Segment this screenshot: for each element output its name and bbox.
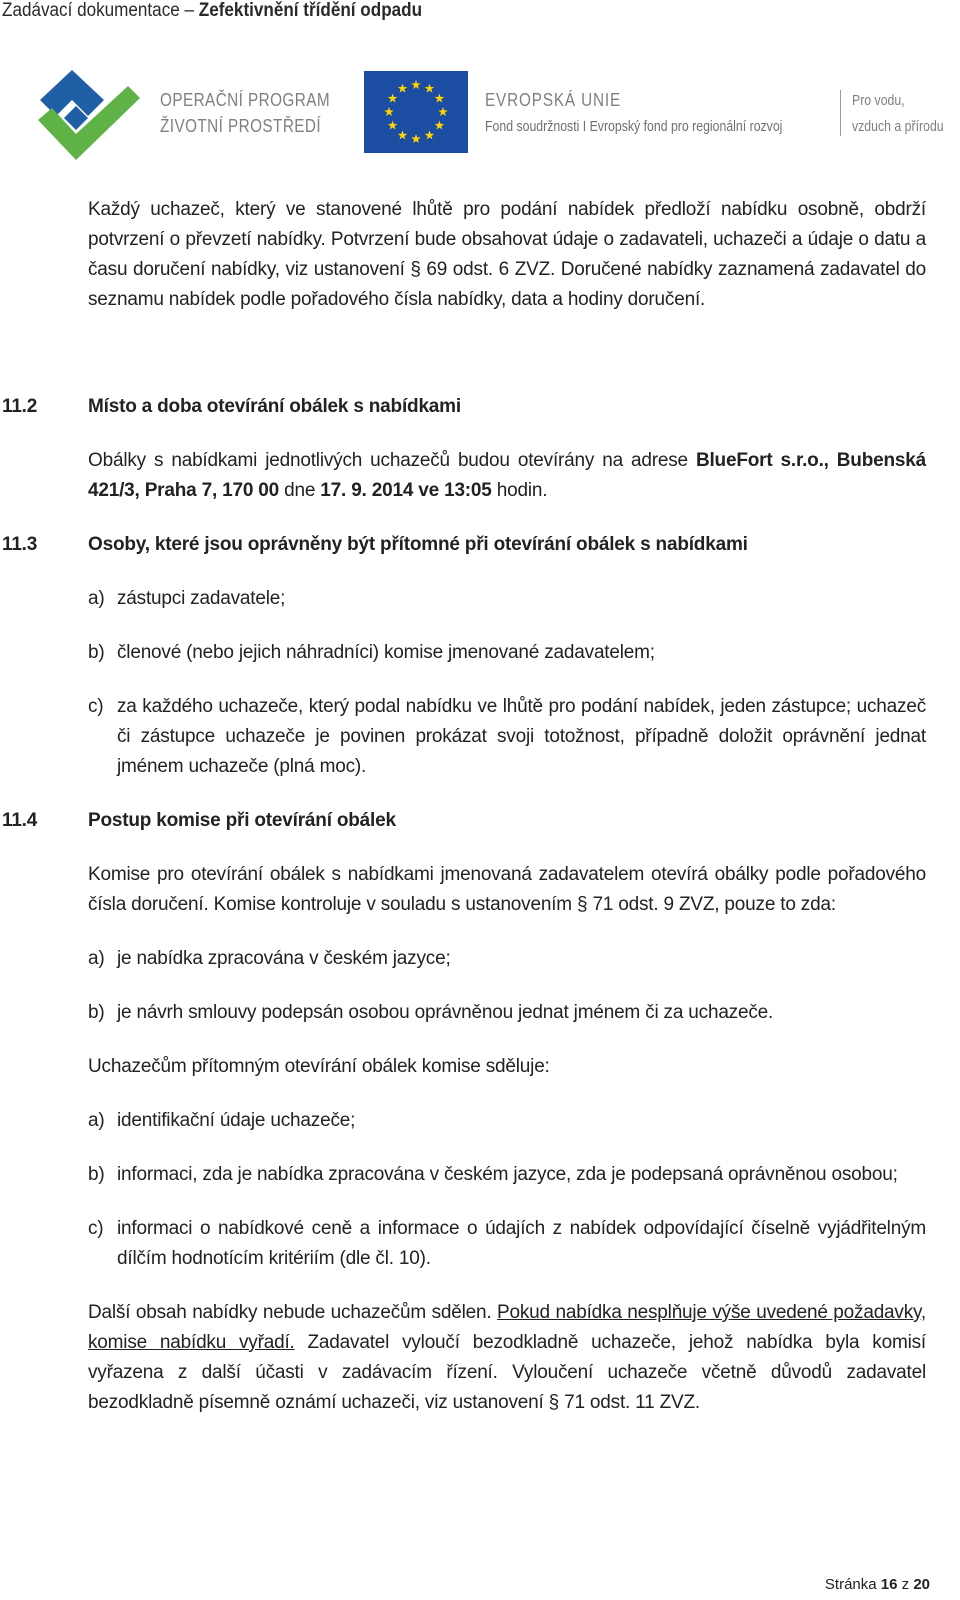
opzp-logo-icon <box>32 62 142 162</box>
list-item <box>88 1106 926 1136</box>
list-item <box>88 998 926 1028</box>
list-text: je návrh smlouvy podepsán osobou oprávněnou jednat jménem či za uchazeče. <box>117 1002 774 1023</box>
final-paragraph <box>88 1298 926 1418</box>
opzp-line-2: ŽIVOTNÍ PROSTŘEDÍ <box>160 116 322 136</box>
text-fragment: Obálky s nabídkami jednotlivých uchazečů budou otevírány na adrese <box>88 450 696 471</box>
list-letter: b) <box>88 1002 105 1023</box>
list-item <box>88 944 926 974</box>
section-title: Místo a doba otevírání obálek s nabídkami <box>88 396 461 417</box>
section-number: 11.2 <box>2 396 38 417</box>
list-text: členové (nebo jejich náhradníci) komise jmenované zadavatelem; <box>117 642 655 663</box>
doc-title-prefix: Zadávací dokumentace – <box>2 0 199 21</box>
eu-fund-text: Fond soudržnosti I Evropský fond pro regionální rozvoj <box>485 118 783 135</box>
list-text: informaci o nabídkové ceně a informace o údajích z nabídek odpovídající číselně vyjádřitelným dílčím hodnotícím kritériím (dle čl. 10). <box>117 1218 926 1269</box>
section-title: Postup komise při otevírání obálek <box>88 810 396 831</box>
list-text: je nabídka zpracována v českém jazyce; <box>117 948 451 969</box>
rejection-rule: Pokud nabídka nesplňuje výše uvedené požadavky, komise nabídku vyřadí. <box>88 1302 926 1353</box>
list-letter: b) <box>88 642 105 663</box>
list-text: za každého uchazeče, který podal nabídku ve lhůtě pro podání nabídek, jeden zástupce; uchazeč či zástupce uchazeče je povinen prokázat svoji totožnost, případně doložit oprávnění jednat jménem uchazeče (plná moc). <box>117 696 926 777</box>
list-letter: c) <box>88 696 104 717</box>
opening-place-paragraph <box>88 446 926 506</box>
list-letter: a) <box>88 588 105 609</box>
text-fragment: dne <box>279 480 321 501</box>
commission-paragraph: Komise pro otevírání obálek s nabídkami jmenovaná zadavatelem otevírá obálky podle pořadového čísla doručení. Komise kontroluje v souladu s ustanovením § 71 odst. 9 ZVZ, pouze to zda: <box>88 864 926 915</box>
list-text: identifikační údaje uchazeče; <box>117 1110 356 1131</box>
eu-title: EVROPSKÁ UNIE <box>485 90 622 110</box>
text-fragment: Další obsah nabídky nebude uchazečům sdělen. <box>88 1302 498 1323</box>
opzp-line-1: OPERAČNÍ PROGRAM <box>160 90 331 110</box>
list-text: zástupci zadavatele; <box>117 588 286 609</box>
list-letter: b) <box>88 1164 105 1185</box>
page-total: 20 <box>913 1576 930 1593</box>
section-number: 11.4 <box>2 810 38 831</box>
opening-place: BlueFort s.r.o., Bubenská 421/3, Praha 7, 170 00 <box>88 450 926 501</box>
list-text: informaci, zda je nabídka zpracována v českém jazyce, zda je podepsaná oprávněnou osobou; <box>117 1164 898 1185</box>
list-letter: a) <box>88 1110 105 1131</box>
section-heading-11-3 <box>2 530 926 560</box>
section-heading-11-2 <box>2 392 926 422</box>
text-fragment: hodin. <box>491 480 548 501</box>
list-item <box>88 584 926 614</box>
page-number <box>825 1576 930 1593</box>
page-current: 16 <box>880 1576 898 1593</box>
logo-band <box>0 58 960 168</box>
page-of: z <box>901 1576 910 1593</box>
doc-title-name: Zefektivnění třídění odpadu <box>198 0 423 21</box>
text-fragment: Zadavatel vyloučí bezodkladně uchazeče, jehož nabídka byla komisí vyřazena z další účasti v zadávacím řízení. Vyloučení uchazeče včetně důvodů zadavatel bezodkladně písemně oznámí uchazeči, viz ustanovení § 71 odst. 11 ZVZ. <box>88 1332 926 1413</box>
section-title: Osoby, které jsou oprávněny být přítomné při otevírání obálek s nabídkami <box>88 534 748 555</box>
logo-divider <box>840 90 841 136</box>
list-letter: c) <box>88 1218 104 1239</box>
list-item <box>88 638 926 668</box>
list-item <box>88 692 926 782</box>
list-letter: a) <box>88 948 105 969</box>
document-header <box>2 0 422 22</box>
list-item <box>88 1214 926 1274</box>
section-heading-11-4 <box>2 806 926 836</box>
section-number: 11.3 <box>2 534 38 555</box>
list-item <box>88 1160 926 1190</box>
opening-date: 17. 9. 2014 ve 13:05 <box>320 480 492 501</box>
intro-paragraph: Každý uchazeč, který ve stanovené lhůtě pro podání nabídek předloží nabídku osobně, obdrží potvrzení o převzetí nabídky. Potvrzení bude obsahovat údaje o zadavateli, uchazeči a údaje o datu a času doručení nabídky, viz ustanovení § 69 odst. 6 ZVZ. Doručené nabídky zaznamená zadavatel do seznamu nabídek podle pořadového čísla nabídky, data a hodiny doručení. <box>88 199 926 310</box>
motto-line-1: Pro vodu, <box>852 92 905 109</box>
eu-flag-icon <box>364 71 468 153</box>
inform-intro-paragraph: Uchazečům přítomným otevírání obálek komise sděluje: <box>88 1056 550 1077</box>
page-word: Stránka <box>824 1576 877 1593</box>
motto <box>852 88 944 140</box>
motto-line-2: vzduch a přírodu <box>852 118 944 135</box>
opzp-wordmark <box>160 87 330 139</box>
